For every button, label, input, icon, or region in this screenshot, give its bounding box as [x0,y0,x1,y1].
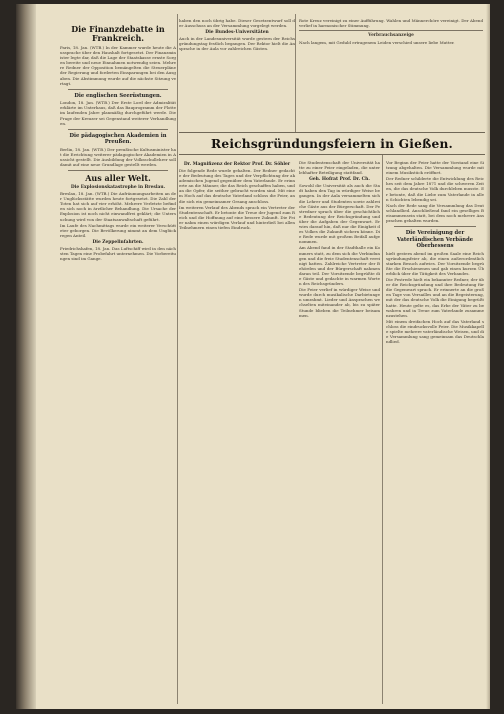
headline-finance: Die Finanzdebatte in Frankreich. [71,24,165,43]
separator [394,226,476,227]
article-text: Die Studentenschaft der Universität hatte zu einer Feier eingeladen, die unter lebhafter Beteiligung stattfand. [299,160,380,176]
article-text: Friedrichshafen, 18. Jan. Das Luftschiff wird in den nächsten Tagen eine Probefahrt unternehmen. Die Vorbereitungen sind im Gange. [60,245,176,262]
page-edge [486,4,490,709]
subheadline-hofrat: Geh. Hofrat Prof. Dr. Ch. [309,177,370,183]
title-rule-top [179,132,485,133]
article-text: Paris, 18. Jan. (WTB.) In der Kammer wurde heute die Aussprache über den Haushalt fortgesetzt. Der Finanzminister legte dar, daß die Lage der Staatskasse ernste Sorgen bereite und neue Einnahmen notwendig seien. Mehrere Redner der Opposition bemängelten die Steuerpläne der Regierung und forderten Einsparungen bei den Ausgaben. Die Abstimmung wurde auf die nächste Sitzung vertagt. [60,45,176,86]
page-gutter [16,4,36,709]
main-headline: Reichsgründungsfeiern in Gießen. [211,137,453,151]
article-text: Breslau, 18. Jan. (WTB.) Die Aufräumungsarbeiten an der Unglücksstätte wurden heute fortgesetzt. Die Zahl der Toten hat sich auf vier erhöht. Mehrere Verletzte befinden sich noch in ärztlicher Behandlung. Die Ursache der Explosion ist noch nicht einwandfrei geklärt; die Untersuchung wird von der Staatsanwaltschaft geführt. [60,191,176,222]
column-third [299,160,380,319]
headline-academies: Die pädagogischen Akademien in Preußen. [69,132,167,146]
article-text: Die Feier verlief in würdiger Weise und wurde durch musikalische Darbietungen umrahmt. Lieder und Ansprachen wechselten miteinander ab, bis zu später Stunde blieben die Teilnehmer beisammen. [299,287,380,318]
article-text: Rote Kreuz vereinigt zu einer Aufführung. Wahlen und Männerchöre vereinigt. Der Abend verlief in harmonischer Stimmung. [299,18,483,29]
article-text: Am Abend fand in der Stadthalle ein Kommers statt, zu dem sich die Verbindungen und die freie Studentenschaft vereinigt hatten. Zahlreiche Vertreter der Behörden und der Bürgerschaft nahmen daran teil. Der Vorsitzende begrüßte die Gäste und gedachte in warmen Worten des Reichsgründers. [299,245,380,287]
article-text: Die folgende Rede wurde gehalten. Der Redner gedachte der Bedeutung des Tages und der Verpflichtung der akademischen Jugend gegenüber dem Vaterlande. Er erinnerte an die Männer, die das Reich geschaffen haben, und an die Opfer, die seither gebracht worden sind. Mit einem Hoch auf das deutsche Vaterland schloss die Feier, an die sich ein gemeinsamer Gesang anschloss. [179,168,295,204]
column-rule [295,14,296,132]
column-left [60,22,176,262]
column-second [179,160,295,231]
headline-navy: Die englischen Seerüstungen. [74,92,162,99]
article-text: Die Festrede hielt ein bekannter Redner, der über die Reichsgründung und ihre Bedeutung für die Gegenwart sprach. Er erinnerte an die großen Tage von Versailles und an die Begeisterung, mit der das deutsche Volk die Einigung begrüßt hatte. Heute gelte es, das Erbe der Väter zu bewahren und in Treue zum Vaterlande zusammenzustehen. [386,277,484,318]
main-headline-band [179,137,485,151]
article-text: Vor Beginn der Feier hatte der Vorstand eine Sitzung abgehalten. Die Versammlung wurde mit einem Musikstück eröffnet. [386,160,484,176]
article-text: Berlin, 18. Jan. (WTB.) Der preußische Kultusminister hat die Errichtung weiterer pädagogischer Akademien in Aussicht gestellt. Die Ausbildung der Volksschullehrer soll damit auf eine neue Grundlage gestellt werden. [60,146,176,167]
subheadline-rector: Dr. Magnifizenz der Rektor Prof. Dr. Söhler [183,162,291,167]
separator [68,89,168,90]
article-text: hielt gestern abend im großen Saale eine Reichsgründungsfeier ab, die einen außerordentlich starken Besuch aufwies. Der Vorsitzende begrüßte die Erschienenen und gab einen kurzen Überblick über die Tätigkeit des Verbandes. [386,250,484,276]
headline-association: Die Vereinigung der Vaterländischen Verbände Oberhessens [396,230,474,250]
article-text: Auch in der Landesuniversität wurde gestern der Reichsgründungstag festlich begangen. Der Rektor hielt die Ansprache in der Aula vor zahlreichen Gästen. [179,36,295,52]
title-rule-bottom [179,154,485,155]
subheadline-universities: Die Bundes-Universitäten [205,30,269,36]
subheadline-explosion: Die Explosionskatastrophe in Breslau. [70,185,166,191]
subheadline-zeppelin: Die Zeppelinfahrten. [92,239,144,245]
article-text: Der Redner schilderte die Entwicklung des Reiches seit dem Jahre 1871 und die schweren Zeiten, die das deutsche Volk durchleben musste. Er betonte, daß die Liebe zum Vaterlande in allen Schichten lebendig sei. [386,176,484,202]
column-rule [177,14,178,704]
notice-text: Nach langem, mit Geduld ertragenem Leiden verschied unsere liebe Mutter. [299,40,455,46]
article-text: Im weiteren Verlauf des Abends sprach ein Vertreter der Studentenschaft. Er betonte die Treue der Jugend zum Reich und die Hoffnung auf eine bessere Zukunft. Die Feier nahm einen würdigen Verlauf und hinterließ bei allen Teilnehmern einen tiefen Eindruck. [179,204,295,231]
newspaper-page [16,4,490,709]
separator [68,170,168,171]
headline-world: Aus aller Welt. [85,173,151,184]
article-text: London, 18. Jan. (WTB.) Der Erste Lord der Admiralität erklärte im Unterhaus, daß das Bauprogramm der Flotte im laufenden Jahre planmäßig durchgeführt werde. Die Frage der Kreuzer sei Gegenstand weiterer Verhandlungen. [60,100,176,126]
article-text: haben den noch übrig habe. Dieser Gesetzentwurf soll der Ausschuss an der Versammlung vorgelegt werden. [179,18,295,29]
column-right-top [299,18,483,46]
article-text: Im Laufe des Nachmittags wurde ein weiterer Verschütteter geborgen. Die Bevölkerung nimmt an dem Unglück regen Anteil. [60,222,176,238]
article-text: Nach der Rede sang die Versammlung das Deutschlandlied. Anschließend fand ein geselliges Beisammensein statt, bei dem noch mehrere Ansprachen gehalten wurden. [386,202,484,224]
article-text: Mit einem dreifachen Hoch auf das Vaterland schloss die eindrucksvolle Feier. Die Musikkapelle spielte mehrere vaterländische Weisen, und die Versammlung sang gemeinsam das Deutschlandlied. [386,318,484,345]
article-text: Sowohl die Universität als auch die Stadt haben den Tag in würdiger Weise begangen. In der Aula versammelten sich die Lehrer und Studenten sowie zahlreiche Gäste aus der Bürgerschaft. Der Festredner sprach über die geschichtliche Bedeutung der Reichsgründung und über die Aufgaben der Gegenwart. Er wies darauf hin, daß nur die Einigkeit des Volkes die Zukunft sichern könne. Die Rede wurde mit großem Beifall aufgenommen. [299,183,380,245]
notice-label: Verbrauchsanzeige [368,33,414,39]
column-second-top [179,18,295,52]
separator [299,30,483,31]
separator [68,129,168,130]
column-rule [382,154,383,704]
column-right [386,160,484,345]
